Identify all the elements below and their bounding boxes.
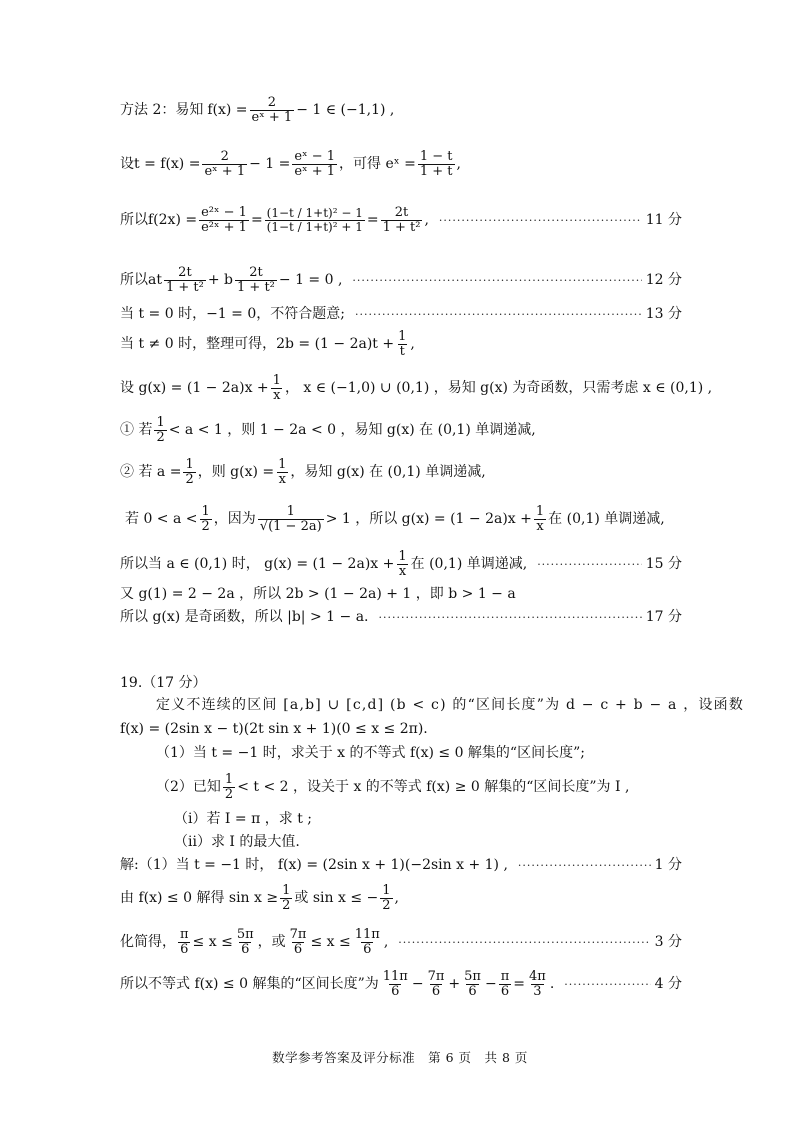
let-g-frac-num: 1 xyxy=(272,373,281,388)
t-nonzero-eq: 2b = (1 − 2a)t + xyxy=(276,336,395,353)
so-at-frac2-den: 1 + t² xyxy=(237,280,275,296)
so-at-frac1 xyxy=(164,266,206,296)
let-t-frac1 xyxy=(202,150,247,180)
case3-suffix: 在 (0,1) 单调递减, xyxy=(548,511,665,528)
case3-mid2: > 1 ，所以 g(x) = (1 − 2a)x + xyxy=(325,511,532,528)
case3-prefix: 若 0 < a < xyxy=(125,511,198,528)
so-a01-prefix: 所以当 a ∈ (0,1) 时， g(x) = (1 − 2a)x + xyxy=(120,556,395,573)
let-t-then: ，可得 eˣ = xyxy=(339,156,416,173)
case3-frac2-num: 1 xyxy=(286,504,295,519)
sol-line2-end: , xyxy=(394,890,399,907)
let-t-frac2 xyxy=(292,150,337,180)
page-footer: 数学参考答案及评分标准 第 6 页 共 8 页 xyxy=(272,1050,528,1065)
sol-line4-op3: − xyxy=(484,976,497,993)
case1-line xyxy=(120,416,682,446)
q19-sub-ii-text: （ii）求 I 的最大值. xyxy=(174,834,300,850)
sol-line3-frac-d xyxy=(353,928,382,958)
sol-line3-frac-b-num: 5π xyxy=(236,927,254,942)
let-t-line xyxy=(120,150,682,180)
so-a01-line xyxy=(120,550,682,580)
method2-fraction xyxy=(250,96,295,126)
q19-sub-i-text: （i）若 I = π ，求 t ; xyxy=(174,811,312,827)
q19-sub-ii xyxy=(174,834,682,851)
let-t-frac2-num: eˣ − 1 xyxy=(294,149,336,164)
so-f2x-frac2-den: (1−t / 1+t)² + 1 xyxy=(266,220,363,235)
case1-prefix: ① 若 xyxy=(120,422,153,439)
so-at-frac1-num: 2t xyxy=(178,265,192,280)
sol-line3-frac-a xyxy=(178,928,191,958)
let-g-frac-den: x xyxy=(273,388,281,404)
leader-dots xyxy=(439,214,642,227)
q19-part1-text: （1）当 t = −1 时，求关于 x 的不等式 f(x) ≤ 0 解集的“区间长度”; xyxy=(156,745,585,761)
leader-dots xyxy=(355,308,642,321)
score-12: 12 分 xyxy=(645,272,682,289)
sol-line2-prefix: 由 f(x) ≤ 0 解得 sin x ≥ xyxy=(120,890,279,907)
t-nonzero-prefix: 当 t ≠ 0 时，整理可得， xyxy=(120,336,277,353)
sol-line3-frac-d-den: 6 xyxy=(363,942,372,958)
sol-line2 xyxy=(120,884,682,914)
g1-text: 又 g(1) = 2 − 2a ，所以 2b > (1 − 2a) + 1 ，即 b > 1 − a xyxy=(120,586,516,602)
let-g-prefix: 设 g(x) = (1 − 2a)x + xyxy=(120,380,269,397)
sol-line2-frac1 xyxy=(280,884,292,914)
case2-frac1 xyxy=(183,458,195,488)
so-f2x-frac1-num: e²ˣ − 1 xyxy=(201,205,247,220)
sol-line4-op1: − xyxy=(411,976,424,993)
q19-part2-prefix: （2）已知 xyxy=(156,779,221,796)
so-f2x-line xyxy=(120,206,682,236)
case2-frac2-den: x xyxy=(278,472,286,488)
sol-line4-frac-b-num: 7π xyxy=(427,969,445,984)
case3-frac2 xyxy=(258,505,324,535)
sol-line4 xyxy=(120,970,682,1000)
case3-frac3-num: 1 xyxy=(535,504,545,519)
method2-line xyxy=(120,96,682,126)
so-a01-frac-num: 1 xyxy=(398,549,407,564)
sol-line3-mid1: ≤ x ≤ xyxy=(192,934,233,951)
case2-frac2 xyxy=(276,458,288,488)
so-f2x-frac3-den: 1 + t² xyxy=(382,220,421,236)
t-nonzero-frac-den: t xyxy=(399,344,405,360)
so-at-line xyxy=(120,266,682,296)
so-f2x-eq2: = xyxy=(366,212,379,229)
method2-frac-num: 2 xyxy=(267,95,276,110)
sol-line3 xyxy=(120,928,682,958)
sol-line4-frac-a-den: 6 xyxy=(391,984,400,1000)
t-zero-line xyxy=(120,306,682,323)
so-f2x-frac1 xyxy=(199,206,249,236)
so-a01-frac-den: x xyxy=(398,564,407,580)
case3-frac3 xyxy=(534,505,546,535)
so-f2x-frac2 xyxy=(265,207,365,234)
sol-line3-frac-b xyxy=(235,928,256,958)
let-t-frac3-num: 1 − t xyxy=(419,149,453,164)
sol-line4-prefix: 所以不等式 f(x) ≤ 0 解集的“区间长度”为 xyxy=(120,976,379,993)
leader-dots xyxy=(518,859,651,872)
case3-frac3-den: x xyxy=(536,519,544,535)
sol-line3-mid3: ≤ x ≤ xyxy=(310,934,351,951)
leader-dots xyxy=(564,978,650,991)
sol-line4-frac-a xyxy=(381,970,410,1000)
sol-line4-frac-c-num: 5π xyxy=(464,969,481,984)
let-t-frac1-num: 2 xyxy=(220,149,229,164)
t-nonzero-end: , xyxy=(410,336,415,353)
case3-frac1-num: 1 xyxy=(201,504,210,519)
sol-line2-frac2-num: 1 xyxy=(382,883,391,898)
leader-dots xyxy=(352,274,641,287)
let-t-frac3-den: 1 + t xyxy=(419,164,453,180)
odd-line xyxy=(120,609,682,626)
q19-part1 xyxy=(156,745,682,762)
let-g-suffix: ， x ∈ (−1,0) ∪ (0,1) ，易知 g(x) 为奇函数，只需考虑 x ∈ (0,1) , xyxy=(284,380,713,397)
score-1: 1 分 xyxy=(654,857,682,873)
let-t-prefix: 设 xyxy=(120,156,134,173)
q19-header-text: 19.（17 分） xyxy=(120,675,207,691)
so-at-frac2-num: 2t xyxy=(249,265,263,280)
score-3: 3 分 xyxy=(654,934,682,951)
so-f2x-frac2-num: (1−t / 1+t)² − 1 xyxy=(266,206,363,221)
so-at-frac2 xyxy=(235,266,277,296)
sol-line3-mid2: ，或 xyxy=(257,934,286,951)
odd-text: 所以 g(x) 是奇函数，所以 |b| > 1 − a. xyxy=(120,609,369,625)
q19-part2-suffix: < t < 2 ，设关于 x 的不等式 f(x) ≥ 0 解集的“区间长度”为 I , xyxy=(237,779,630,796)
leader-dots xyxy=(379,611,642,624)
case1-frac-num: 1 xyxy=(156,415,165,430)
so-at-end: − 1 = 0 , xyxy=(278,272,343,289)
sol-line4-frac-b xyxy=(426,970,447,1000)
q19-def-text2: f(x) = (2sin x − t)(2t sin x + 1)(0 ≤ x ≤ 2π). xyxy=(120,721,428,737)
q19-part2-frac xyxy=(223,773,235,803)
method2-f-of-x: f(x) = xyxy=(207,102,248,119)
q19-def-line2 xyxy=(120,721,682,738)
t-nonzero-frac xyxy=(396,330,408,360)
sol-line4-frac-d-den: 6 xyxy=(500,984,510,1000)
case3-frac1 xyxy=(200,505,212,535)
sol-line3-frac-c-num: 7π xyxy=(289,927,307,942)
method2-prefix: 方法 2：易知 xyxy=(120,102,204,119)
leader-dots xyxy=(398,936,650,949)
q19-part2-frac-num: 1 xyxy=(224,772,234,787)
so-at-frac1-den: 1 + t² xyxy=(165,280,204,296)
t-zero-text: 当 t = 0 时，−1 = 0，不符合题意; xyxy=(120,306,345,322)
score-17: 17 分 xyxy=(645,609,682,625)
case2-frac2-num: 1 xyxy=(278,457,287,472)
sol-line4-op2: + xyxy=(448,976,461,993)
so-f2x-frac3 xyxy=(381,206,423,236)
case1-suffix: < a < 1 ，则 1 − 2a < 0 ，易知 g(x) 在 (0,1) 单调递减, xyxy=(168,422,536,439)
sol-line4-eq: = xyxy=(513,976,525,993)
t-nonzero-frac-num: 1 xyxy=(398,329,407,344)
so-f2x-prefix: 所以 xyxy=(120,212,148,229)
score-11: 11 分 xyxy=(645,212,682,229)
sol-line4-frac-b-den: 6 xyxy=(431,984,441,1000)
q19-sub-i xyxy=(174,811,682,828)
sol-line3-frac-d-num: 11π xyxy=(354,927,380,942)
sol-line4-frac-e-den: 3 xyxy=(533,984,542,1000)
sol-line3-end: , xyxy=(383,934,389,951)
score-4: 4 分 xyxy=(654,976,682,993)
sol-line2-frac1-den: 2 xyxy=(282,898,291,914)
sol-line4-end: . xyxy=(549,976,555,993)
sol-line3-frac-a-num: π xyxy=(180,927,189,942)
case1-frac xyxy=(154,416,166,446)
q19-part2 xyxy=(156,773,682,803)
case2-mid: ，则 g(x) = xyxy=(197,464,275,481)
q19-part2-frac-den: 2 xyxy=(224,787,234,803)
case2-frac1-den: 2 xyxy=(185,472,194,488)
t-nonzero-line xyxy=(120,330,682,360)
q19-def-line1 xyxy=(156,697,745,714)
sol-line4-frac-c xyxy=(462,970,483,1000)
so-f2x-lhs: f(2x) = xyxy=(148,212,198,229)
case3-mid: ，因为 xyxy=(213,511,256,528)
case2-line xyxy=(120,458,682,488)
sol-line4-frac-e xyxy=(527,970,548,1000)
case2-prefix: ② 若 a = xyxy=(120,464,182,481)
sol-line2-frac2-den: 2 xyxy=(382,898,391,914)
so-f2x-eq: = xyxy=(250,212,263,229)
sol-line4-frac-e-num: 4π xyxy=(529,969,546,984)
let-t-eq: t = f(x) = xyxy=(134,156,201,173)
so-f2x-frac1-den: e²ˣ + 1 xyxy=(201,220,247,236)
let-t-frac3 xyxy=(418,150,455,180)
case2-suffix: ，易知 g(x) 在 (0,1) 单调递减, xyxy=(290,464,486,481)
case3-frac1-den: 2 xyxy=(201,519,210,535)
sol-line2-frac1-num: 1 xyxy=(282,883,291,898)
sol-line2-mid: 或 sin x ≤ − xyxy=(294,890,379,907)
let-t-end: , xyxy=(456,156,461,173)
so-a01-frac xyxy=(396,550,408,580)
case3-line xyxy=(125,505,682,535)
case3-frac2-den: √(1 − 2a) xyxy=(259,519,322,535)
case1-frac-den: 2 xyxy=(156,430,165,446)
so-a01-suffix: 在 (0,1) 单调递减, xyxy=(410,556,528,573)
leader-dots xyxy=(537,558,642,571)
so-f2x-end: , xyxy=(424,212,429,229)
case2-frac1-num: 1 xyxy=(185,457,194,472)
sol-line1 xyxy=(120,857,682,874)
let-t-frac1-den: eˣ + 1 xyxy=(204,164,246,180)
sol-line4-frac-a-num: 11π xyxy=(382,969,408,984)
sol-line3-prefix: 化简得， xyxy=(120,934,176,951)
score-15: 15 分 xyxy=(645,556,682,573)
sol-line3-frac-c xyxy=(288,928,309,958)
so-f2x-frac3-num: 2t xyxy=(394,205,409,220)
sol-line2-frac2 xyxy=(380,884,392,914)
sol-line4-frac-d xyxy=(499,970,512,1000)
so-at-plus: + b xyxy=(207,272,234,289)
method2-frac-den: eˣ + 1 xyxy=(251,110,293,126)
so-at-prefix: 所以 xyxy=(120,272,148,289)
q19-header xyxy=(120,675,682,692)
q19-def-text1: 定义不连续的区间 [a,b] ∪ [c,d] (b < c) 的“区间长度”为 d − c + b − a ，设函数 xyxy=(156,697,745,713)
sol-line3-frac-b-den: 6 xyxy=(241,942,250,958)
so-at-a: at xyxy=(148,272,162,289)
let-t-mid: − 1 = xyxy=(249,156,291,173)
let-g-line xyxy=(120,373,713,404)
let-g-frac xyxy=(271,374,283,404)
score-13: 13 分 xyxy=(645,306,682,322)
sol-line1-text: 解:（1）当 t = −1 时， f(x) = (2sin x + 1)(−2sin x + 1) , xyxy=(120,857,508,873)
g1-line xyxy=(120,586,682,603)
let-t-frac2-den: eˣ + 1 xyxy=(294,164,336,180)
sol-line4-frac-c-den: 6 xyxy=(468,984,477,1000)
sol-line3-frac-c-den: 6 xyxy=(293,942,303,958)
sol-line3-frac-a-den: 6 xyxy=(180,942,189,958)
method2-tail: − 1 ∈ (−1,1) , xyxy=(296,102,395,119)
sol-line4-frac-d-num: π xyxy=(500,969,510,984)
